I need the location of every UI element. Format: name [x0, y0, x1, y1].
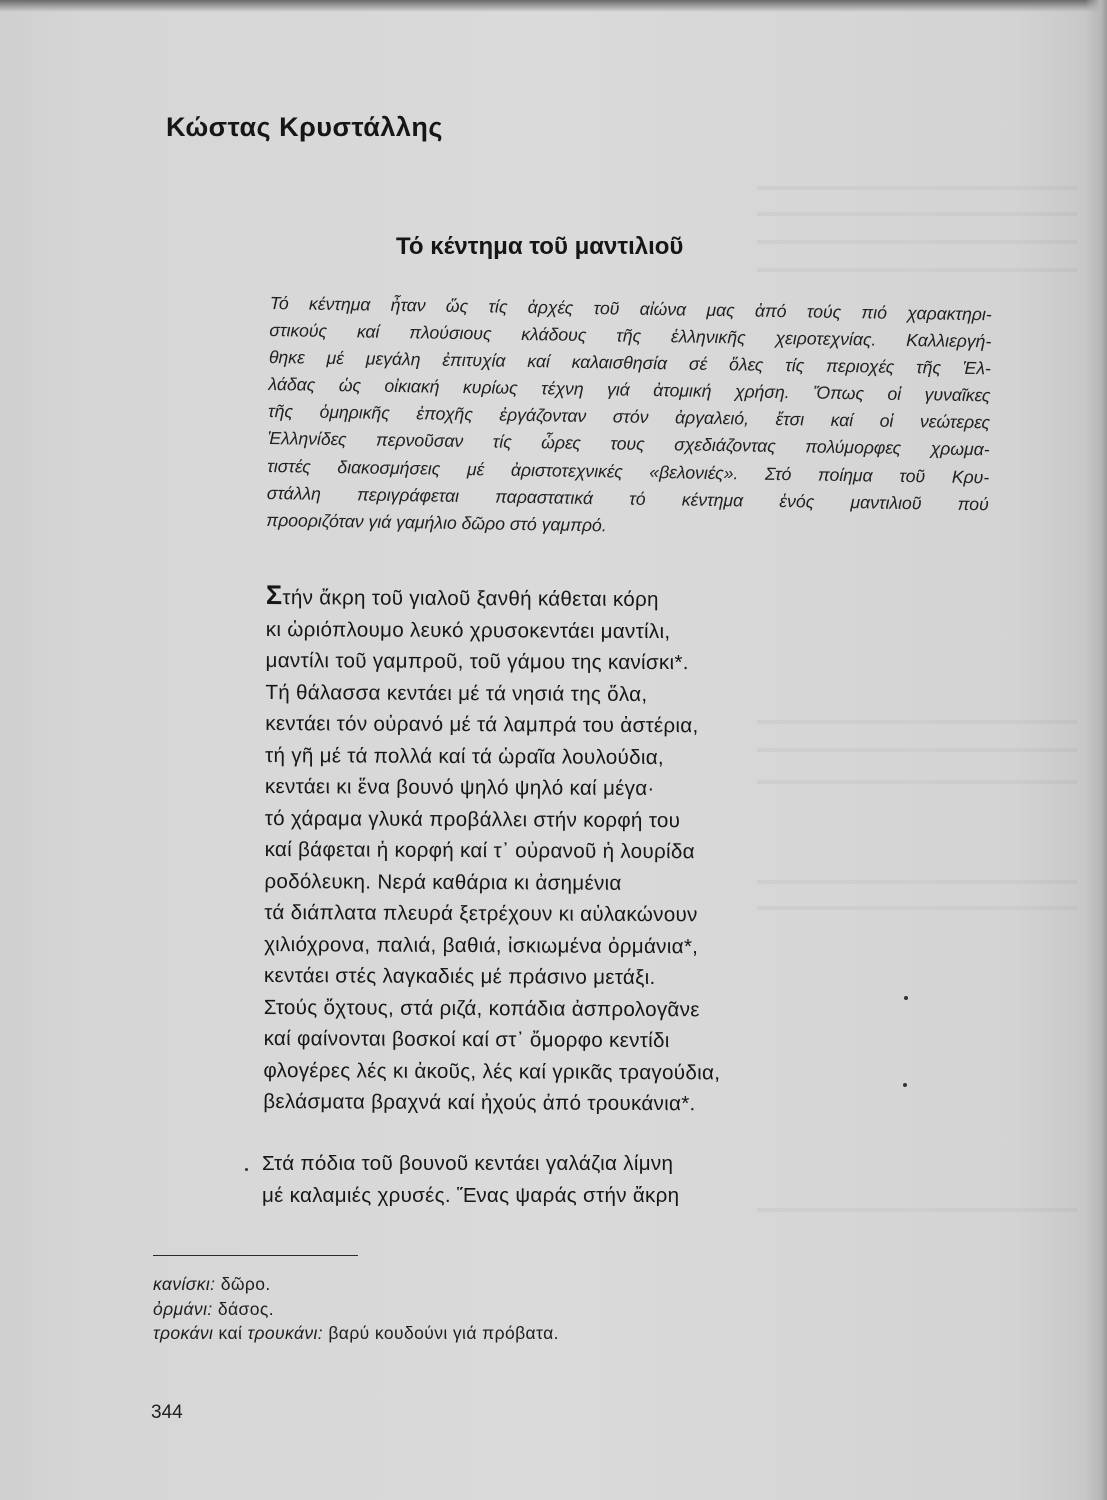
poem-line: μέ καλαμιές χρυσές. Ἕνας ψαράς στήν ἄκρη	[262, 1183, 680, 1207]
footnote-rule	[153, 1255, 358, 1256]
show-through	[757, 240, 1077, 244]
intro-line: Ἑλληνίδες περνοῦσαν τίς ὧρες τους σχεδιάζοντας πολύμορφες χρωμα-	[267, 428, 990, 460]
poem-line: κεντάει τόν οὐρανό μέ τά λαμπρά του ἀστέρια,	[265, 711, 699, 738]
show-through	[757, 880, 1077, 884]
footnote-term: τρουκάνι:	[247, 1323, 324, 1343]
poem-title: Τό κέντημα τοῦ μαντιλιοῦ	[396, 233, 684, 260]
poem-line: ροδόλευκη. Νερά καθάρια κι ἀσημένια	[264, 869, 622, 895]
poem-line: χιλιόχρονα, παλιά, βαθιά, ἰσκιωμένα ὀρμάνια*,	[264, 932, 699, 958]
poem-line: τό χάραμα γλυκά προβάλλει στήν κορφή του	[264, 806, 681, 832]
footnote	[153, 1297, 559, 1322]
poem-line: καί βάφεται ἡ κορφή καί τ᾽ οὐρανοῦ ἡ λουρίδα	[264, 837, 695, 864]
intro-line: τῆς ὁμηρικῆς ἐποχῆς ἐργάζονταν στόν ἀργαλειό, ἔτσι καί οἱ νεώτερες	[267, 401, 991, 433]
footnote-term: τροκάνι	[153, 1323, 214, 1343]
intro-line: στάλλη περιγράφεται παραστατικά τό κέντημα ἑνός μαντιλιοῦ πού	[266, 482, 989, 514]
show-through	[757, 780, 1077, 784]
author-name: Κώστας Κρυστάλλης	[166, 112, 443, 142]
footnote	[153, 1321, 559, 1346]
poem-line: φλογέρες λές κι ἀκοῦς, λές καί γρικᾶς τραγούδια,	[263, 1058, 721, 1084]
show-through	[757, 906, 1077, 910]
show-through	[757, 720, 1077, 724]
intro-line: στικούς καί πλούσιους κλάδους τῆς ἑλληνικῆς χειροτεχνίας. Καλλιεργή-	[269, 320, 992, 352]
footnote	[153, 1272, 559, 1297]
show-through	[757, 212, 1077, 216]
footnote-term: κανίσκι:	[153, 1274, 216, 1294]
footnote-term: ὀρμάνι:	[153, 1298, 213, 1319]
show-through	[757, 1208, 1077, 1212]
ink-speck	[903, 1083, 907, 1087]
poem-stanza-2	[262, 1148, 679, 1211]
intro-line: Τό κέντημα ἦταν ὥς τίς ἀρχές τοῦ αἰώνα μας ἀπό τούς πιό χαρακτηρι-	[269, 292, 992, 325]
intro-line: προοριζόταν γιά γαμήλιο δῶρο στό γαμπρό.	[266, 509, 607, 536]
poem-stanza-1	[263, 582, 723, 1120]
intro-line: θηκε μέ μεγάλη ἐπιτυχία καί καλαισθησία σέ ὅλες τίς περιοχές τῆς Ἑλ-	[268, 347, 992, 379]
footnote-definition: δῶρο.	[220, 1274, 271, 1294]
show-through	[757, 748, 1077, 752]
intro-paragraph	[266, 290, 992, 545]
poem-line-text: τήν ἄκρη τοῦ γιαλοῦ ξανθή κάθεται κόρη	[282, 586, 659, 612]
poem-line: τή γῆ μέ τά πολλά καί τά ὡραῖα λουλούδια,	[265, 743, 665, 769]
page-number: 344	[151, 1402, 183, 1423]
ink-speck	[245, 1168, 248, 1171]
intro-line: τιστές διακοσμήσεις μέ ἀριστοτεχνικές «βελονιές». Στό ποίημα τοῦ Κρυ-	[267, 455, 990, 487]
footnotes	[153, 1272, 559, 1346]
poem-line: μαντίλι τοῦ γαμπροῦ, τοῦ γάμου της κανίσκι*.	[265, 648, 689, 675]
footnote-connector: καί	[213, 1323, 248, 1343]
page-top-edge	[0, 0, 1107, 12]
show-through	[757, 186, 1077, 190]
poem-line: καί φαίνονται βοσκοί καί στ᾽ ὄμορφο κεντίδι	[263, 1026, 670, 1053]
poem-line: Στά πόδια τοῦ βουνοῦ κεντάει γαλάζια λίμνη	[262, 1152, 674, 1175]
drop-cap: Σ	[265, 580, 283, 611]
footnote-definition: δάσος.	[217, 1298, 274, 1319]
poem-line: βελάσματα βραχνά καί ἠχούς ἀπό τρουκάνια*.	[263, 1089, 696, 1116]
poem-line	[266, 582, 723, 616]
poem-line: τά διάπλατα πλευρά ξετρέχουν κι αὐλακώνουν	[264, 900, 698, 927]
poem-line: Τή θάλασσα κεντάει μέ τά νησιά της ὅλα,	[265, 680, 648, 706]
poem-line: κεντάει κι ἕνα βουνό ψηλό ψηλό καί μέγα·	[264, 774, 655, 801]
page-right-edge	[1085, 0, 1107, 1500]
poem-line: Στούς ὄχτους, στά ριζά, κοπάδια ἀσπρολογᾶνε	[263, 995, 700, 1021]
poem-line: κι ὡριόπλουμο λευκό χρυσοκεντάει μαντίλι,	[265, 617, 671, 643]
footnote-definition: βαρύ κουδούνι γιά πρόβατα.	[328, 1323, 559, 1343]
poem-line: κεντάει στές λαγκαδιές μέ πράσινο μετάξι.	[263, 963, 656, 990]
ink-speck	[904, 996, 908, 1000]
intro-line: λάδας ὡς οἰκιακή κυρίως τέχνη γιά ἀτομική χρήση. Ὅπως οἱ γυναῖκες	[268, 374, 991, 406]
show-through	[757, 268, 1077, 272]
